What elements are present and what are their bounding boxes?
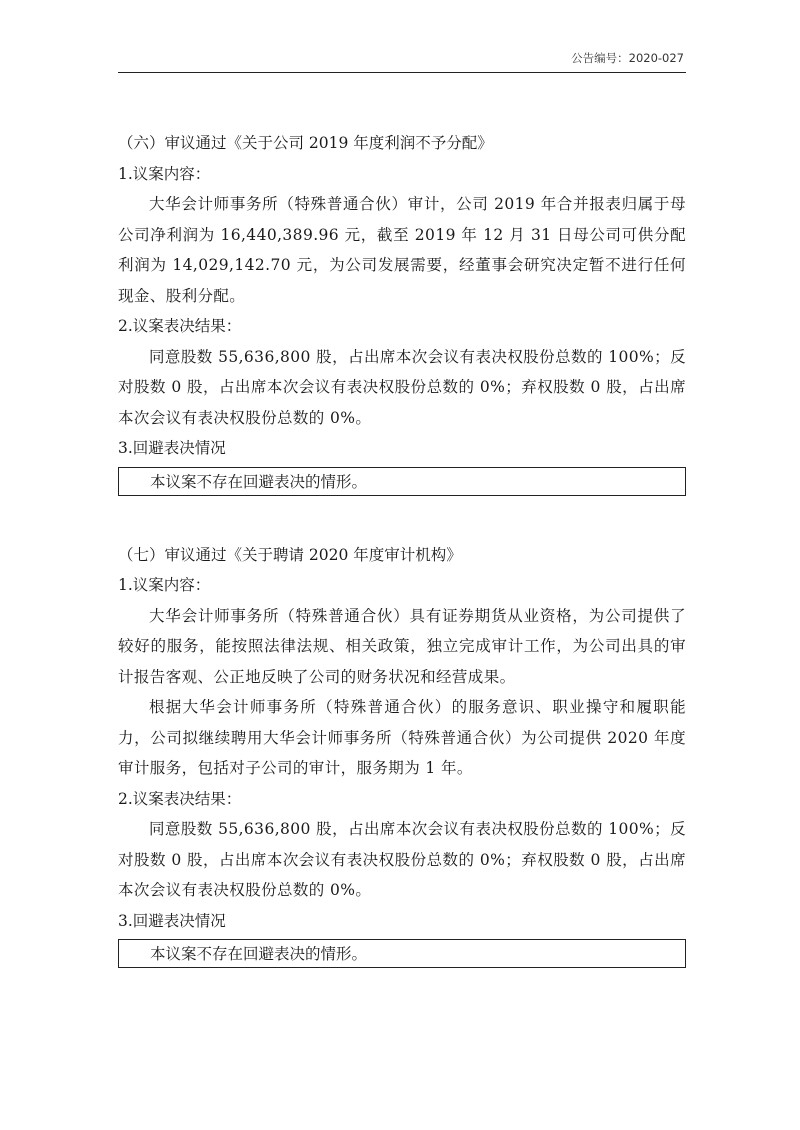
- result-paragraph: 同意股数 55,636,800 股，占出席本次会议有表决权股份总数的 100%；反对股数 0 股，占出席本次会议有表决权股份总数的 0%；弃权股数 0 股，占出席本次会议有表决权股份总数的 0%。: [118, 820, 686, 899]
- content-paragraph: 大华会计师事务所（特殊普通合伙）审计，公司 2019 年合并报表归属于母公司净利润为 16,440,389.96 元，截至 2019 年 12 月 31 日母公司可供分配利润为 14,029,142.70 元，为公司发展需要，经董事会研究决定暂不进行任何现金、股利分配。: [118, 195, 686, 305]
- section-spacer: [118, 496, 686, 540]
- document-body: [118, 128, 686, 968]
- motion-section-7: [118, 540, 686, 969]
- recusal-box: 本议案不存在回避表决的情形。: [118, 939, 686, 968]
- section-title: （六）审议通过《关于公司 2019 年度利润不予分配》: [118, 134, 493, 152]
- recusal-heading: 3.回避表决情况: [118, 439, 226, 457]
- content-heading: 1.议案内容：: [118, 164, 211, 183]
- recusal-box: 本议案不存在回避表决的情形。: [118, 467, 686, 496]
- result-paragraph: 同意股数 55,636,800 股，占出席本次会议有表决权股份总数的 100%；反对股数 0 股，占出席本次会议有表决权股份总数的 0%；弃权股数 0 股，占出席本次会议有表决权股份总数的 0%。: [118, 347, 686, 427]
- page-header: [118, 38, 686, 73]
- announcement-number: 公告编号：2020-027: [571, 51, 684, 65]
- recusal-heading: 3.回避表决情况: [118, 911, 226, 930]
- content-paragraph: 根据大华会计师事务所（特殊普通合伙）的服务意识、职业操守和履职能力，公司拟继续聘用大华会计师事务所（特殊普通合伙）为公司提供 2020 年度审计服务，包括对子公司的审计，服务期为 1 年。: [118, 698, 686, 777]
- content-heading: 1.议案内容：: [118, 576, 211, 594]
- motion-section-6: [118, 128, 686, 496]
- result-heading: 2.议案表决结果：: [118, 789, 242, 808]
- result-heading: 2.议案表决结果：: [118, 317, 242, 335]
- section-title: （七）审议通过《关于聘请 2020 年度审计机构》: [118, 545, 462, 564]
- content-paragraph: 大华会计师事务所（特殊普通合伙）具有证券期货从业资格，为公司提供了较好的服务，能按照法律法规、相关政策，独立完成审计工作，为公司出具的审计报告客观、公正地反映了公司的财务状况和经营成果。: [118, 606, 686, 686]
